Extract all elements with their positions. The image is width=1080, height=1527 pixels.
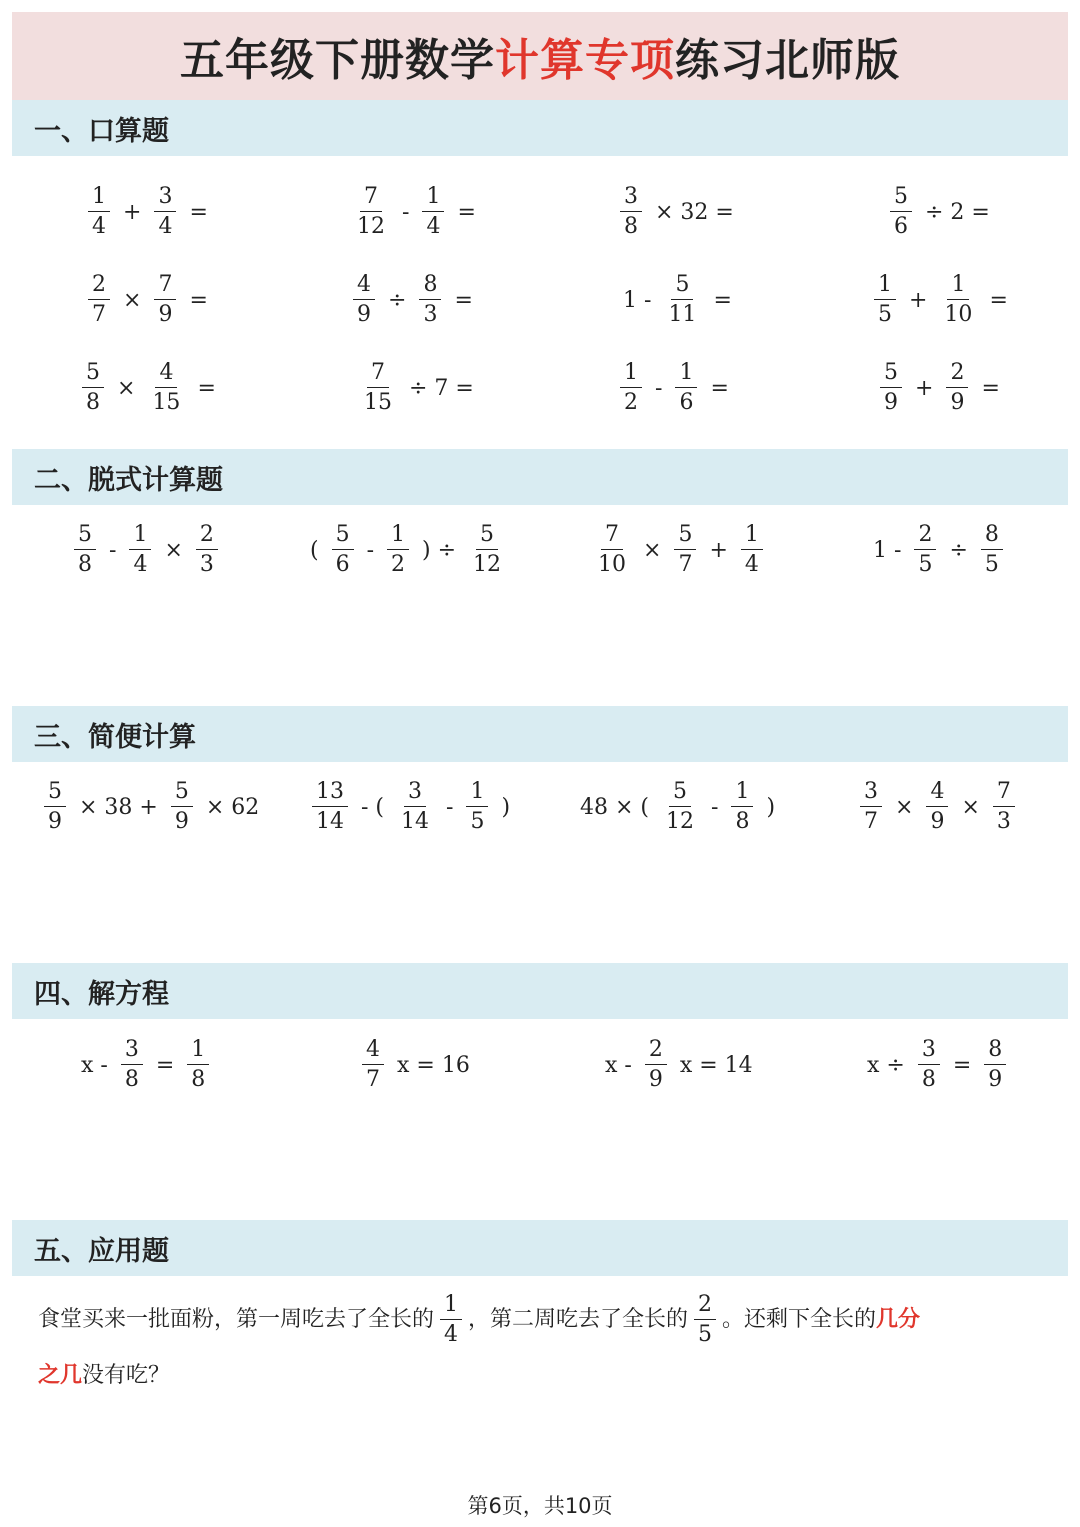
fraction: $\frac{5}{7}$ bbox=[674, 522, 696, 578]
fraction: $\frac{1}{6}$ bbox=[675, 360, 697, 416]
stepwise-row bbox=[0, 510, 1080, 590]
problem: $\frac{5}{6}$ ÷ 2 = bbox=[882, 172, 995, 252]
fraction: $\frac{5}{11}$ bbox=[668, 272, 697, 327]
fraction: $\frac{3}{8}$ bbox=[620, 184, 642, 240]
page-footer: 第6页，共10页 bbox=[467, 1494, 613, 1518]
section-header-simplify: 三、简便计算 bbox=[12, 706, 1068, 762]
fraction: $\frac{5}{8}$ bbox=[82, 360, 104, 416]
fraction: $\frac{1}{4}$ bbox=[440, 1292, 462, 1348]
title-highlight: 计算专项 bbox=[495, 35, 675, 86]
fraction: $\frac{1}{10}$ bbox=[944, 272, 973, 327]
fraction: $\frac{8}{3}$ bbox=[419, 272, 441, 328]
page-title bbox=[12, 12, 1068, 100]
problem: $\frac{3}{8}$ × 32 = bbox=[612, 172, 739, 252]
fraction: $\frac{7}{10}$ bbox=[598, 522, 626, 577]
fraction: $\frac{4}{9}$ bbox=[353, 272, 375, 328]
fraction: $\frac{3}{4}$ bbox=[154, 184, 176, 240]
fraction: $\frac{1}{8}$ bbox=[731, 779, 753, 835]
fraction: $\frac{2}{5}$ bbox=[694, 1292, 716, 1348]
fraction: $\frac{5}{12}$ bbox=[666, 779, 694, 834]
problem: $\frac{5}{8}$ × $\frac{4}{15}$ = bbox=[74, 348, 221, 428]
fraction: $\frac{1}{2}$ bbox=[620, 360, 642, 416]
problem: $\frac{7}{12}$ - $\frac{1}{4}$ = bbox=[345, 172, 481, 252]
problem: $\frac{4}{7}$ x = 16 bbox=[354, 1025, 475, 1105]
problem: $\frac{3}{7}$ × $\frac{4}{9}$ × $\frac{7}{3}$ bbox=[852, 767, 1023, 847]
problem: $\frac{7}{15}$ ÷ 7 = bbox=[352, 348, 479, 428]
fraction: $\frac{1}{4}$ bbox=[741, 522, 763, 578]
problem: $\frac{1}{4}$ + $\frac{3}{4}$ = bbox=[80, 172, 213, 252]
problem: $\frac{5}{9}$ + $\frac{2}{9}$ = bbox=[872, 348, 1005, 428]
problem: 1 - $\frac{2}{5}$ ÷ $\frac{8}{5}$ bbox=[868, 510, 1011, 590]
title-part-1: 五年级下册数学 bbox=[180, 35, 495, 86]
fraction: $\frac{4}{9}$ bbox=[926, 779, 948, 835]
fraction: $\frac{3}{14}$ bbox=[401, 779, 430, 834]
oral-row-1 bbox=[0, 172, 1080, 252]
fraction: $\frac{1}{4}$ bbox=[422, 184, 444, 240]
fraction: $\frac{2}{3}$ bbox=[196, 522, 218, 578]
simplify-row bbox=[0, 767, 1080, 847]
fraction: $\frac{13}{14}$ bbox=[312, 779, 348, 835]
fraction: $\frac{2}{5}$ bbox=[914, 522, 936, 578]
problem: $\frac{4}{9}$ ÷ $\frac{8}{3}$ = bbox=[345, 260, 478, 340]
fraction: $\frac{2}{9}$ bbox=[946, 360, 968, 416]
problem: $\frac{13}{14}$ - ( $\frac{3}{14}$ - $\frac{1}{5}$ ) bbox=[304, 767, 515, 847]
section-header-oral: 一、口算题 bbox=[12, 100, 1068, 156]
fraction: $\frac{1}{2}$ bbox=[387, 522, 409, 578]
fraction: $\frac{1}{5}$ bbox=[466, 779, 488, 835]
problem: $\frac{7}{10}$ × $\frac{5}{7}$ + $\frac{1}{4}$ bbox=[586, 510, 771, 590]
problem: $\frac{2}{7}$ × $\frac{7}{9}$ = bbox=[80, 260, 213, 340]
fraction: $\frac{5}{12}$ bbox=[473, 522, 502, 577]
fraction: $\frac{5}{9}$ bbox=[880, 360, 902, 416]
fraction: $\frac{4}{15}$ bbox=[152, 360, 181, 415]
fraction: $\frac{7}{3}$ bbox=[993, 779, 1015, 835]
fraction: $\frac{3}{8}$ bbox=[918, 1037, 940, 1093]
fraction: $\frac{3}{8}$ bbox=[121, 1037, 143, 1093]
problem: 48 × ( $\frac{5}{12}$ - $\frac{1}{8}$ ) bbox=[580, 779, 776, 834]
problem: x ÷ $\frac{3}{8}$ = $\frac{8}{9}$ bbox=[862, 1025, 1014, 1105]
fraction: $\frac{5}{6}$ bbox=[332, 522, 354, 578]
fraction: $\frac{1}{5}$ bbox=[874, 272, 896, 328]
word-problem: 食堂买来一批面粉，第一周吃去了全长的 $\frac{1}{4}$ ，第二周吃去了全长的 $\frac{2}{5}$ 。还剩下全长的几分 之几没有吃？ bbox=[38, 1292, 921, 1388]
fraction: $\frac{1}{4}$ bbox=[129, 522, 151, 578]
fraction: $\frac{2}{7}$ bbox=[88, 272, 110, 328]
problem: $\frac{1}{2}$ - $\frac{1}{6}$ = bbox=[612, 348, 734, 428]
section-header-word-problem: 五、应用题 bbox=[12, 1220, 1068, 1276]
fraction: $\frac{5}{8}$ bbox=[74, 522, 96, 578]
fraction: $\frac{2}{9}$ bbox=[645, 1037, 667, 1093]
fraction: $\frac{7}{9}$ bbox=[154, 272, 176, 328]
fraction: $\frac{8}{9}$ bbox=[984, 1037, 1006, 1093]
fraction: $\frac{5}{9}$ bbox=[171, 779, 193, 835]
section-header-stepwise: 二、脱式计算题 bbox=[12, 449, 1068, 505]
oral-row-2 bbox=[0, 260, 1080, 340]
fraction: $\frac{4}{7}$ bbox=[362, 1037, 384, 1093]
fraction: $\frac{8}{5}$ bbox=[981, 522, 1003, 578]
problem: 1 - $\frac{5}{11}$ = bbox=[623, 272, 732, 327]
title-part-3: 练习北师版 bbox=[675, 35, 900, 86]
fraction: $\frac{5}{9}$ bbox=[44, 779, 66, 835]
problem: $\frac{5}{8}$ - $\frac{1}{4}$ × $\frac{2}{3}$ bbox=[66, 510, 226, 590]
fraction: $\frac{3}{7}$ bbox=[860, 779, 882, 835]
fraction: $\frac{5}{6}$ bbox=[890, 184, 912, 240]
equation-row bbox=[0, 1025, 1080, 1105]
problem: $\frac{5}{9}$ × 38 + $\frac{5}{9}$ × 62 bbox=[36, 767, 264, 847]
fraction: $\frac{1}{4}$ bbox=[88, 184, 110, 240]
fraction: $\frac{1}{8}$ bbox=[187, 1037, 209, 1093]
problem: x - $\frac{2}{9}$ x = 14 bbox=[605, 1037, 753, 1092]
problem: ( $\frac{5}{6}$ - $\frac{1}{2}$ ) ÷ $\frac{5}{12}$ bbox=[305, 510, 513, 590]
problem: x - $\frac{3}{8}$ = $\frac{1}{8}$ bbox=[76, 1025, 217, 1105]
highlight-text: 之几 bbox=[38, 1363, 83, 1388]
oral-row-3 bbox=[0, 348, 1080, 428]
fraction: $\frac{7}{12}$ bbox=[357, 184, 385, 239]
section-header-equations: 四、解方程 bbox=[12, 963, 1068, 1019]
problem: $\frac{1}{5}$ + $\frac{1}{10}$ = bbox=[866, 260, 1013, 340]
fraction: $\frac{7}{15}$ bbox=[364, 360, 392, 415]
highlight-text: 几分 bbox=[876, 1307, 921, 1332]
